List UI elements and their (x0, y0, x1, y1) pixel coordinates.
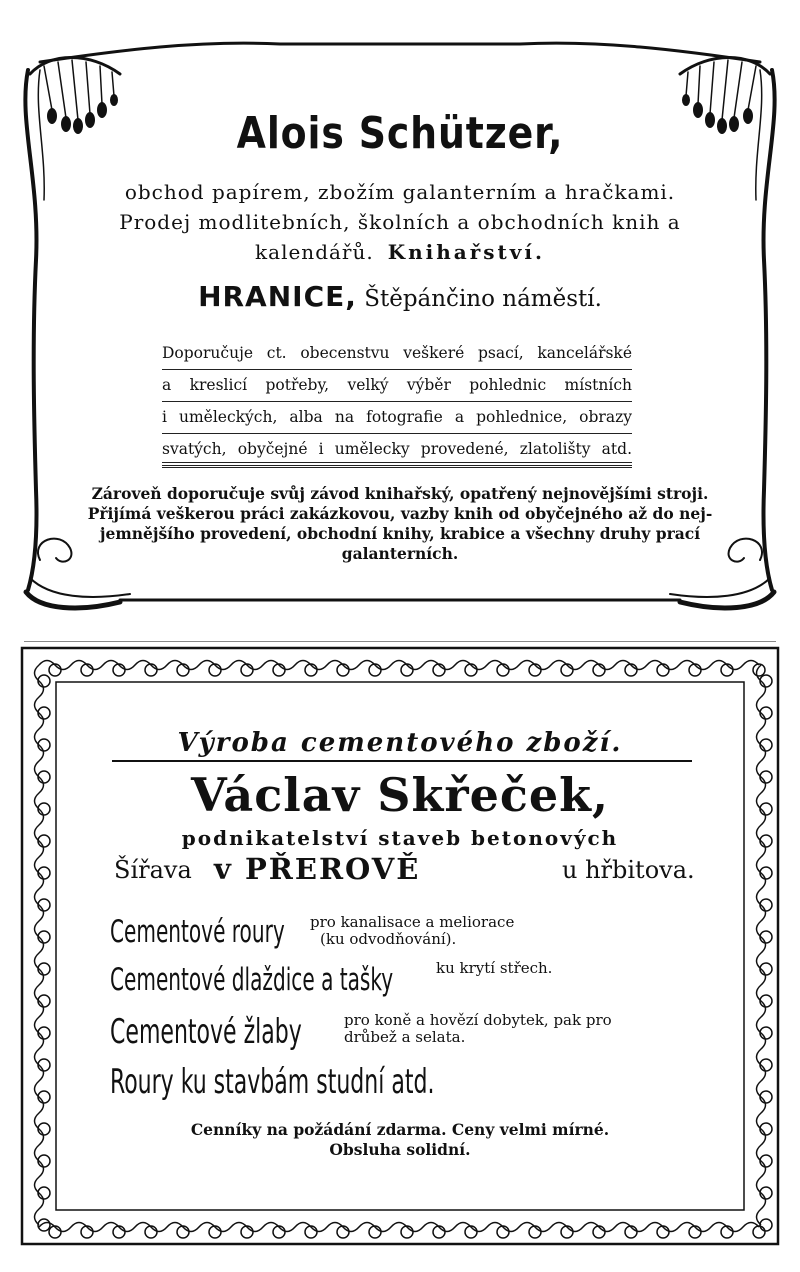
product-name: Cementové žlaby (110, 1012, 302, 1052)
product-note (310, 914, 514, 948)
footer-line: Zároveň doporučuje svůj závod knihařský, opatřený nejnovějšími stroji. (91, 484, 709, 503)
offer-line: i uměleckých, alba na fotografie a pohlednice, obrazy (162, 402, 632, 434)
product-note (344, 1012, 612, 1046)
product-name: Cementové dlaždice a tašky (110, 962, 394, 998)
offer-line: svatých, obyčejné i umělecky provedené, zlatolišty atd. (162, 434, 632, 466)
product-name: Roury ku stavbám studní atd. (110, 1062, 435, 1102)
bookbinding-text: Knihařství. (387, 240, 545, 264)
offer-line: a kreslicí potřeby, velký výběr pohlednic místních (162, 370, 632, 402)
place-right: u hřbitova. (562, 856, 695, 884)
business-name: Alois Schützer, (236, 108, 564, 159)
square-name: Štěpánčino náměstí. (364, 286, 602, 312)
place-left: Šířava (114, 856, 192, 884)
note-line: pro kanalisace a meliorace (310, 913, 515, 931)
city-name: HRANICE, (198, 280, 357, 313)
footer-line: jemnějšího provedení, obchodní knihy, krabice a všechny druhy prací (99, 524, 701, 543)
product-note (436, 960, 552, 977)
product-row (110, 1062, 561, 1102)
footer-line: Cenníky na požádání zdarma. Ceny velmi mírné. (190, 1120, 610, 1139)
calendars-text: kalendářů. (255, 240, 374, 264)
heading-underline (112, 760, 692, 762)
business-description: obchod papírem, zbožím galanterním a hračkami. (124, 180, 676, 204)
product-row (110, 1012, 376, 1052)
footer-line: Obsluha solidní. (329, 1140, 471, 1159)
business-name: Václav Skřeček, (190, 768, 610, 822)
footer-line: galanterních. (341, 544, 459, 563)
note-line: ku krytí střech. (436, 959, 553, 977)
offer-line: Doporučuje ct. obecenstvu veškeré psací, kancelářské (162, 338, 632, 370)
business-description-2: Prodej modlitebních, školních a obchodních knih a (119, 210, 681, 234)
footer-line: Přijímá veškerou práci zakázkovou, vazby knih od obyčejného až do nej- (87, 504, 713, 523)
note-line: pro koně a hovězí dobytek, pak pro (344, 1011, 612, 1029)
business-description: podnikatelství staveb betonových (181, 826, 619, 850)
note-line: drůbež a selata. (344, 1028, 466, 1046)
heading: Výroba cementového zboží. (177, 728, 623, 758)
note-line: (ku odvodňování). (320, 930, 457, 948)
town-name: v PŘEROVĚ (214, 852, 421, 886)
product-name: Cementové roury (110, 914, 285, 950)
